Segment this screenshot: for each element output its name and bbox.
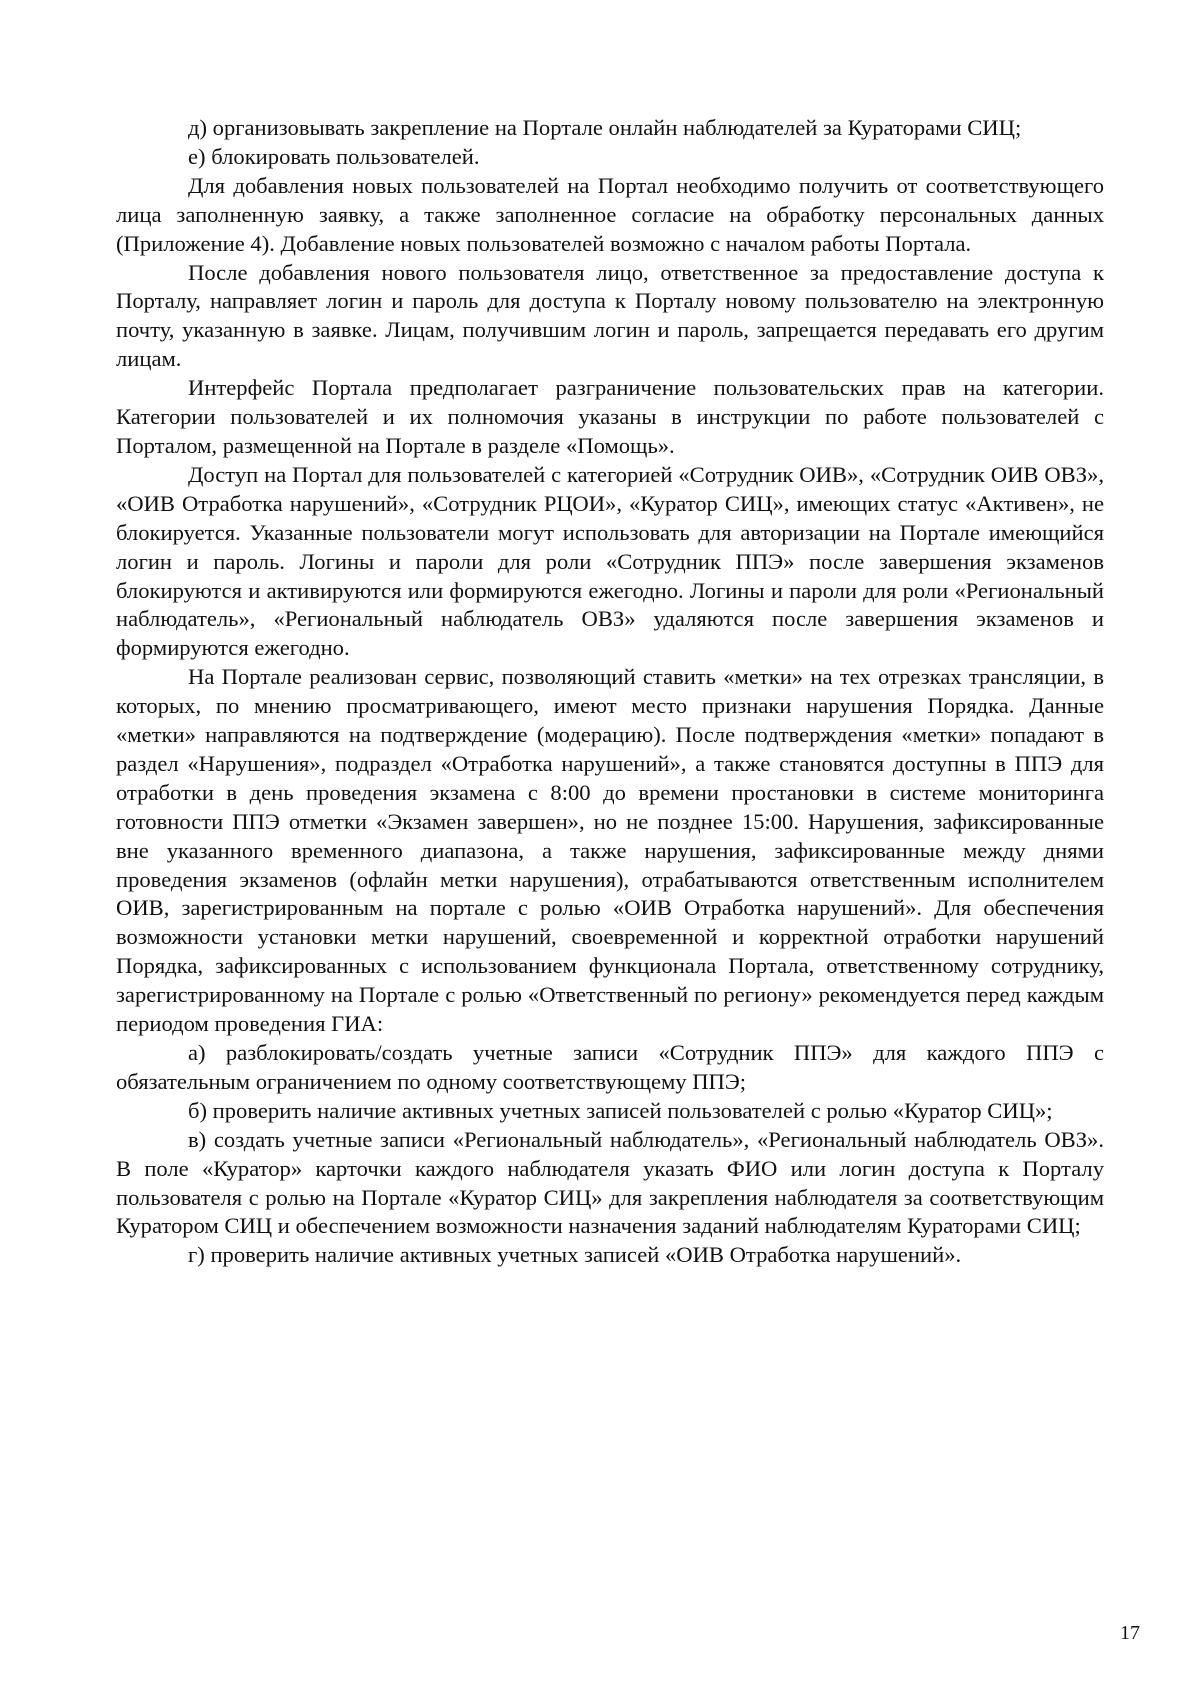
paragraph-item-g: г) проверить наличие активных учетных записей «ОИВ Отработка нарушений». — [188, 1242, 962, 1268]
paragraph-interface-rights: Интерфейс Портала предполагает разграничение пользовательских прав на категории. Категории пользователей и их полномочия указаны в инструкции по работе пользователей с Порталом, размещенной на Портале в разделе «Помощь». — [116, 375, 1104, 458]
paragraph-item-v: в) создать учетные записи «Региональный наблюдатель», «Региональный наблюдатель ОВЗ». В поле «Куратор» карточки каждого наблюдателя указать ФИО или логин доступа к Порталу пользователя с ролью на Портале «Куратор СИЦ» для закрепления наблюдателя за соответствующим Куратором СИЦ и обеспечением возможности назначения заданий наблюдателям Кураторами СИЦ; — [116, 1126, 1104, 1239]
paragraph-adding-users: Для добавления новых пользователей на Портал необходимо получить от соответствующего лица заполненную заявку, а также заполненное согласие на обработку персональных данных (Приложение 4). Добавление новых пользователей возможно с началом работы Портала. — [116, 172, 1104, 256]
paragraph-item-b: б) проверить наличие активных учетных записей пользователей с ролью «Куратор СИЦ»; — [188, 1097, 1053, 1123]
document-page — [116, 114, 1104, 1270]
paragraph-item-a: а) разблокировать/создать учетные записи «Сотрудник ППЭ» для каждого ППЭ с обязательным ограничением по одному соответствующему ППЭ; — [116, 1040, 1104, 1094]
paragraph-access-credentials: После добавления нового пользователя лицо, ответственное за предоставление доступа к Порталу, направляет логин и пароль для доступа к Порталу новому пользователю на электронную почту, указанную в заявке. Лицам, получившим логин и пароль, запрещается передавать его другим лицам. — [116, 259, 1104, 372]
page-number: 17 — [1120, 1622, 1140, 1644]
paragraph-marks-service: На Портале реализован сервис, позволяющий ставить «метки» на тех отрезках трансляции, в которых, по мнению просматривающего, имеют место признаки нарушения Порядка. Данные «метки» направляются на подтверждение (модерацию). После подтверждения «метки» попадают в раздел «Нарушения», подраздел «Отработка нарушений», а также становятся доступны в ППЭ для отработки в день проведения экзамена с 8:00 до времени простановки в системе мониторинга готовности ППЭ отметки «Экзамен завершен», но не позднее 15:00. Нарушения, зафиксированные вне указанного временного диапазона, а также нарушения, зафиксированные между днями проведения экзаменов (офлайн метки нарушения), отрабатываются ответственным исполнителем ОИВ, зарегистрированным на портале с ролью «ОИВ Отработка нарушений». Для обеспечения возможности установки метки нарушений, своевременной и корректной отработки нарушений Порядка, зафиксированных с использованием функционала Портала, ответственному сотруднику, зарегистрированному на Портале с ролью «Ответственный по региону» рекомендуется перед каждым периодом проведения ГИА: — [116, 664, 1104, 1037]
paragraph-item-d: д) организовывать закрепление на Портале онлайн наблюдателей за Кураторами СИЦ; — [188, 115, 1022, 140]
paragraph-access-categories: Доступ на Портал для пользователей с категорией «Сотрудник ОИВ», «Сотрудник ОИВ ОВЗ», «ОИВ Отработка нарушений», «Сотрудник РЦОИ», «Куратор СИЦ», имеющих статус «Активен», не блокируется. Указанные пользователи могут использовать для авторизации на Портале имеющийся логин и пароль. Логины и пароли для роли «Сотрудник ППЭ» после завершения экзаменов блокируются и активируются или формируются ежегодно. Логины и пароли для роли «Региональный наблюдатель», «Региональный наблюдатель ОВЗ» удаляются после завершения экзаменов и формируются ежегодно. — [116, 461, 1104, 661]
paragraph-item-e: е) блокировать пользователей. — [188, 143, 480, 169]
